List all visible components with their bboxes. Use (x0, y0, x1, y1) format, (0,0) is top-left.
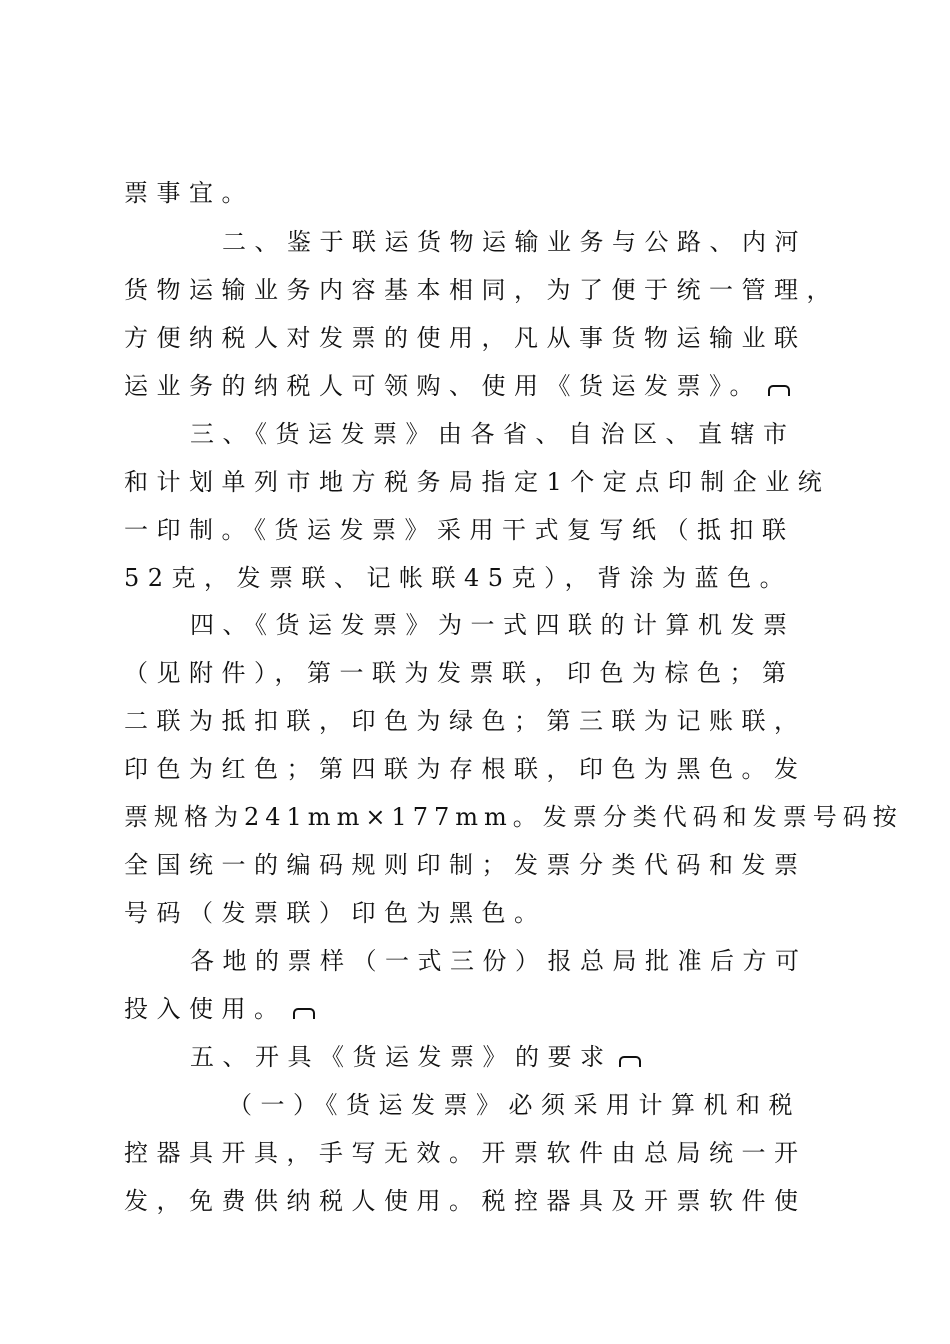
text-line: 运业务的纳税人可领购、使用《货运发票》。 (124, 371, 790, 401)
text-line: （见附件），第一联为发票联，印色为棕色；第 (124, 659, 795, 687)
text-line: 二、鉴于联运货物运输业务与公路、内河 (222, 228, 807, 256)
paragraph-mark-icon (619, 1056, 641, 1067)
text-line: 控器具开具，手写无效。开票软件由总局统一开 (124, 1139, 807, 1167)
text-line: 一印制。《货运发票》采用干式复写纸（抵扣联 (124, 516, 795, 544)
text-line: 和计划单列市地方税务局指定1个定点印制企业统 (124, 468, 831, 496)
text-line: 印色为红色；第四联为存根联，印色为黑色。发 (124, 755, 807, 783)
text-line: 投入使用。 (124, 994, 315, 1024)
paragraph-mark-icon (293, 1008, 315, 1019)
text-line: 三、《货运发票》由各省、自治区、直辖市 (190, 420, 796, 448)
text-line: 二联为抵扣联，印色为绿色；第三联为记账联， (124, 707, 807, 735)
text-line: 发，免费供纳税人使用。税控器具及开票软件使 (124, 1187, 807, 1215)
text-line: （一）《货运发票》必须采用计算机和税 (228, 1091, 801, 1119)
text-line: 票事宜。 (124, 179, 254, 207)
text-line: 52克，发票联、记帐联45克），背涂为蓝色。 (124, 564, 793, 592)
text-line: 方便纳税人对发票的使用，凡从事货物运输业联 (124, 324, 807, 352)
text-line: 全国统一的编码规则印制；发票分类代码和发票 (124, 851, 807, 879)
text-line: 各地的票样（一式三份）报总局批准后方可 (190, 947, 808, 975)
text-line: 号码（发票联）印色为黑色。 (124, 899, 547, 927)
paragraph-mark-icon (768, 385, 790, 396)
text-line: 货物运输业务内容基本相同，为了便于统一管理， (124, 276, 839, 304)
text-line: 四、《货运发票》为一式四联的计算机发票 (190, 611, 796, 639)
text-line: 票规格为241mm×177mm。发票分类代码和发票号码按 (124, 803, 903, 831)
text-line: 五、开具《货运发票》的要求 (190, 1042, 641, 1072)
